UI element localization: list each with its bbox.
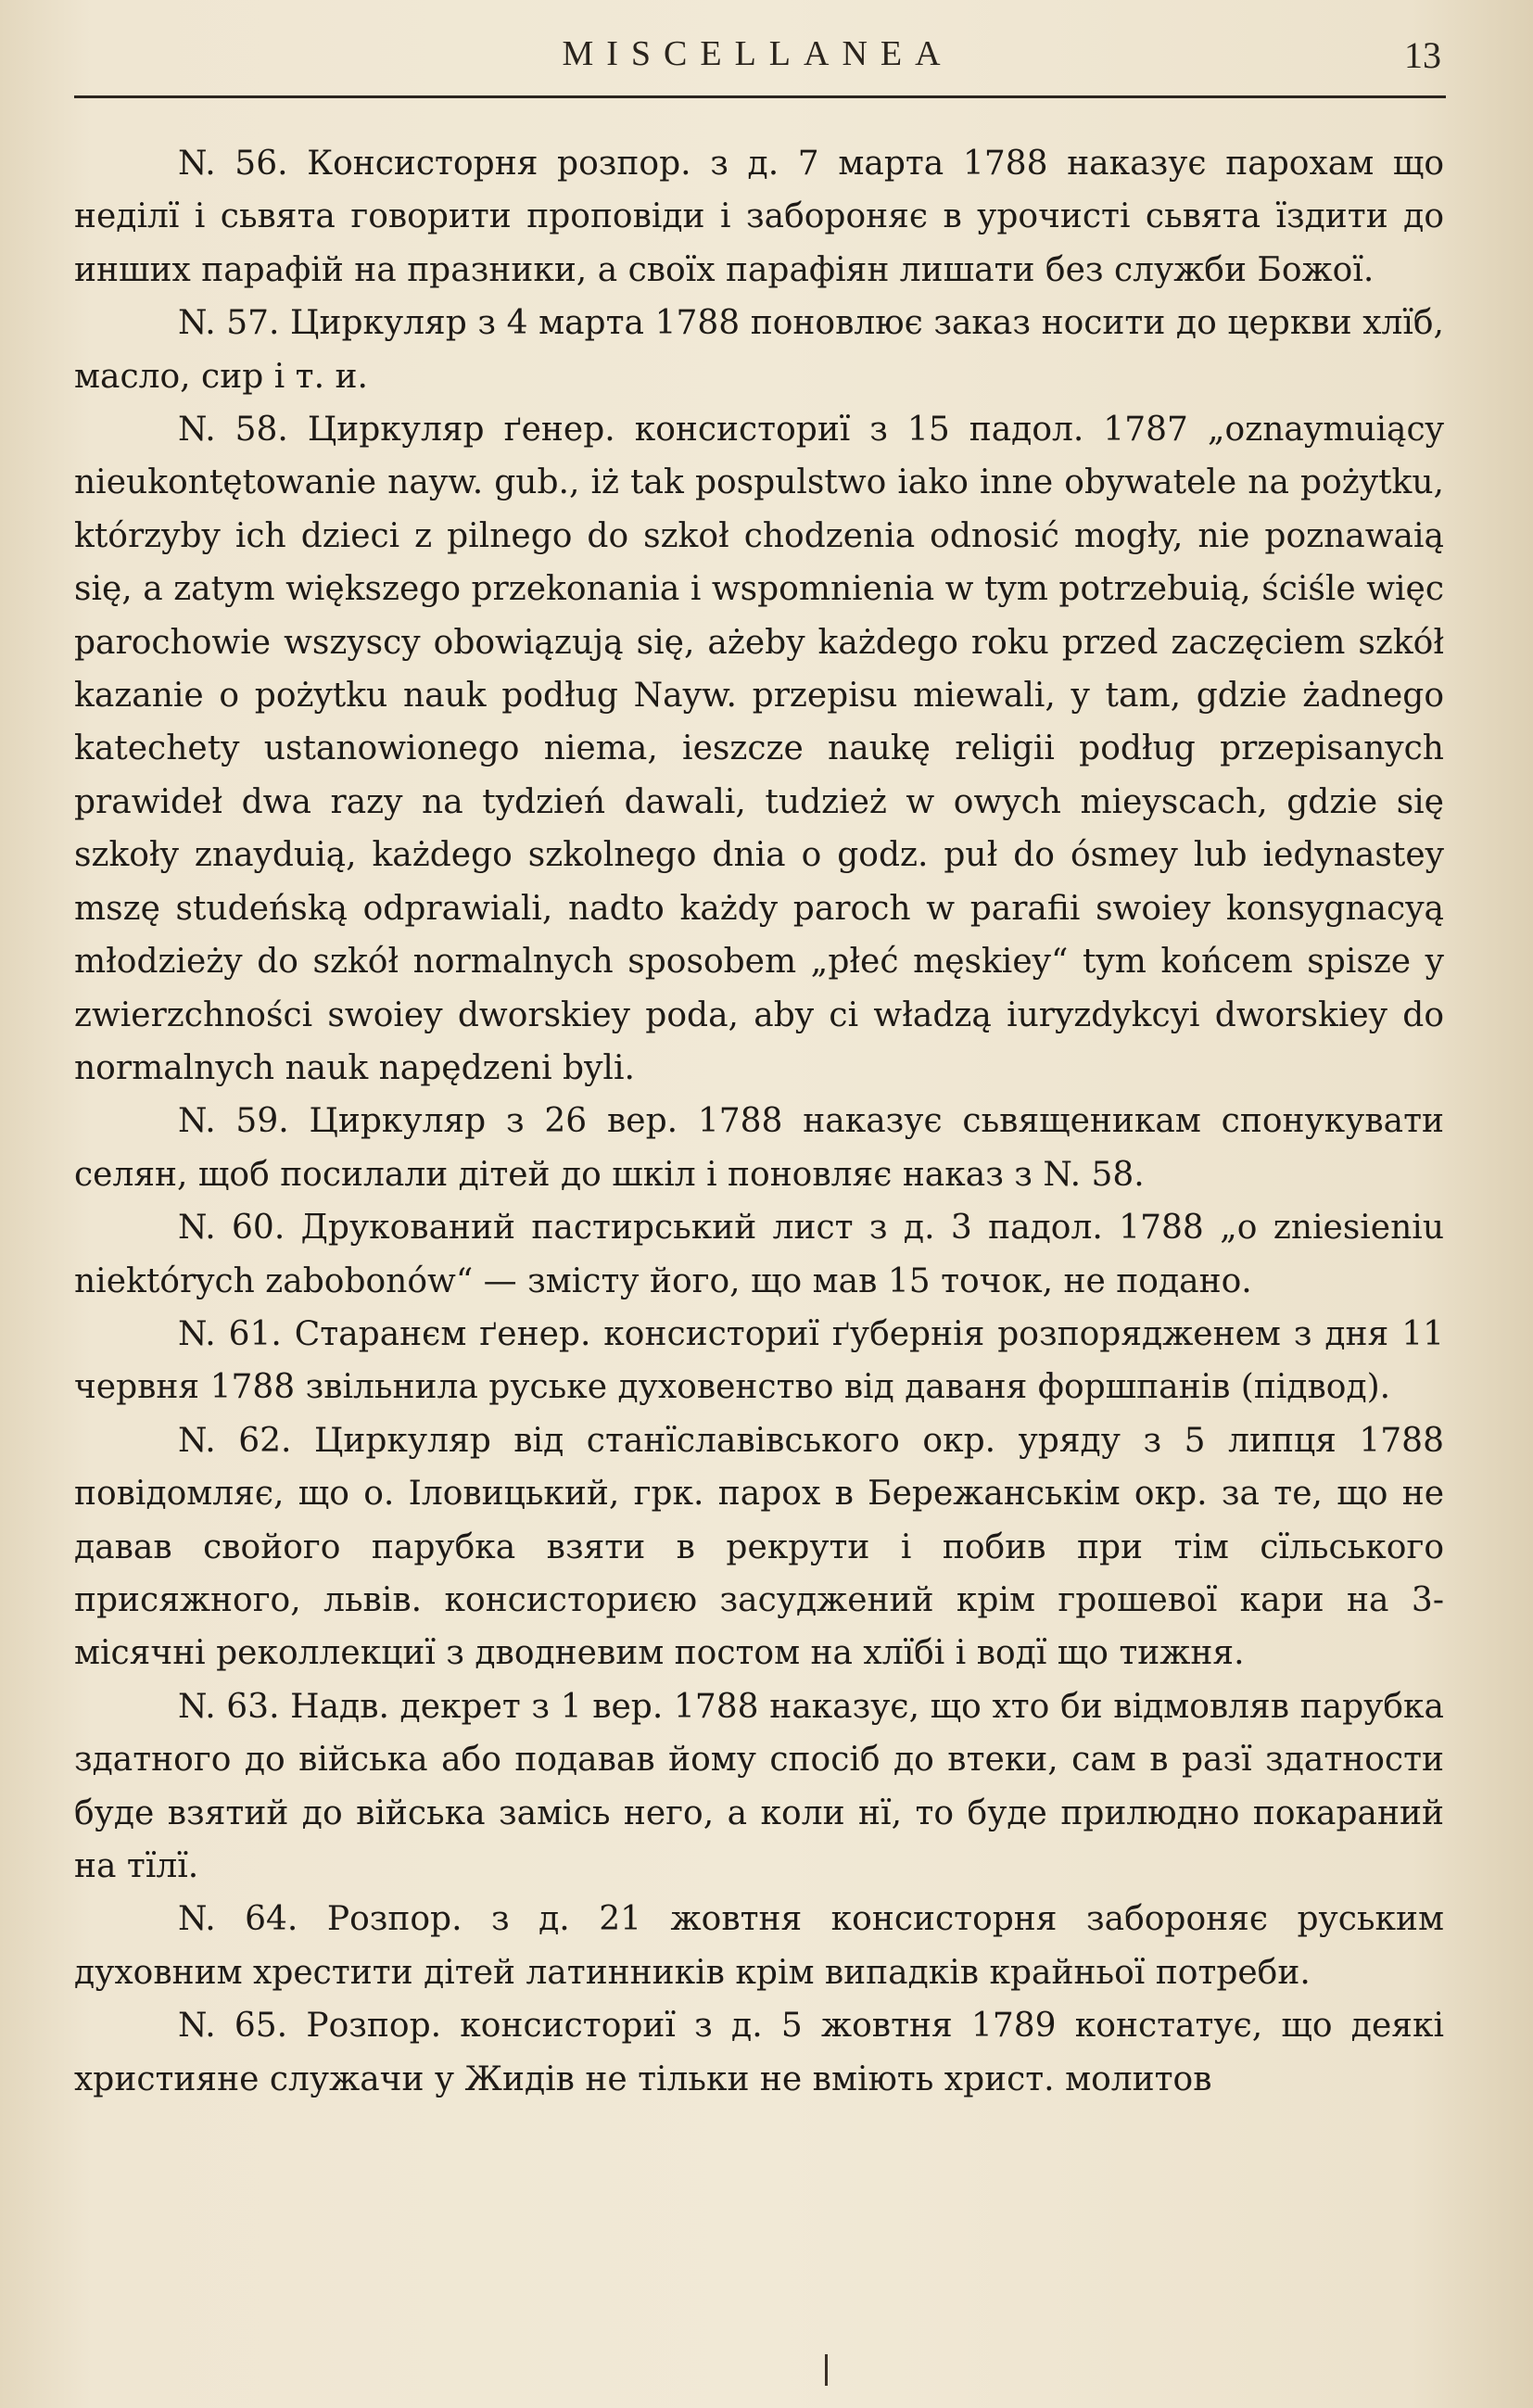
- paragraph-n56: N. 56. Консисторня розпор. з д. 7 марта 1788 наказує парохам що неділї і сьвята говорити проповіди і забороняє в урочисті сьвята їздити до инших парафій на празники, а своїх парафіян лишати без служби Божої.: [74, 145, 1444, 289]
- paragraph-n60: N. 60. Друкований пастирський лист з д. 3 падол. 1788 „o zniesieniu niektórych zabobonów“ — змісту його, що мав 15 точок, не подано.: [74, 1209, 1444, 1300]
- header-rule: [74, 95, 1446, 98]
- paragraph-n64: N. 64. Розпор. з д. 21 жовтня консисторня забороняє руським духовним хрестити дітей латинників крім випадків крайньої потреби.: [74, 1900, 1444, 1992]
- running-title: MISCELLANEA: [562, 34, 954, 73]
- bottom-printer-mark: [825, 2354, 828, 2386]
- paragraph-n63: N. 63. Надв. декрет з 1 вер. 1788 наказує, що хто би відмовляв парубка здатного до війська або подавав йому спосіб до втеки, сам в разї здатности буде взятий до війська замісь него, а коли нї, то буде прилюдно покараний на тїлї.: [74, 1687, 1444, 1885]
- page-number: 13: [1404, 34, 1441, 76]
- paragraph-n58: N. 58. Циркуляр ґенер. консисториї з 15 падол. 1787 „oznaymuiący nieukontętowanie nayw. gub., iż tak pospulstwo iako inne obywatele na pożytku, którzyby ich dzieci z pilnego do szkoł chodzenia odnosić mogły, nie poznawaią się, a zatym większego przekonania i wspomnienia w tym potrzebuią, ściśle więc parochowie wszyscy obowiązują się, ażeby każdego roku przed zaczęciem szkół kazanie o pożytku nauk podług Nayw. przepisu miewali, y tam, gdzie żadnego katechety ustanowionego niema, ieszcze naukę religii podług przepisanych prawideł dwa razy na tydzień dawali, tudzież w owych mieyscach, gdzie się szkoły znayduią, każdego szkolnego dnia o godz. puł do ósmey lub iedynastey mszę studeńską odprawiali, nadto każdy paroch w parafii swoiey konsygnacyą młodzieży do szkół normalnych sposobem „płeć męskiey“ tym końcem spisze y zwierzchności swoiey dworskiey poda, aby ci władzą iuryzdykcyi dworskiey do normalnych nauk napędzeni byli.: [74, 411, 1444, 1087]
- body-text: [74, 137, 1444, 2106]
- page-header: [74, 33, 1441, 74]
- paragraph-n61: N. 61. Старанєм ґенер. консисториї ґубернія розпорядженем з дня 11 червня 1788 звільнила руське духовенство від даваня форшпанів (підвод).: [74, 1314, 1444, 1407]
- paragraph-n62: N. 62. Циркуляр від станїславівського окр. уряду з 5 липця 1788 повідомляє, що о. Іловицький, грк. парох в Бережанськім окр. за те, що не давав свойого парубка взяти в рекрути і побив при тім сїльського присяжного, львів. консисториєю засуджений крім грошевої кари на 3-місячні реколлекциї з дводневим постом на хлїбі і водї що тижня.: [74, 1421, 1444, 1673]
- paragraph-n59: N. 59. Циркуляр з 26 вер. 1788 наказує сьвященикам спонукувати селян, щоб посилали дітей до шкіл і поновляє наказ з N. 58.: [74, 1102, 1444, 1194]
- paragraph-n65: N. 65. Розпор. консисториї з д. 5 жовтня 1789 констатує, що деякі християне служачи у Жидів не тільки не вміють христ. молитов: [74, 2007, 1444, 2098]
- paragraph-n57: N. 57. Циркуляр з 4 марта 1788 поновлює заказ носити до церкви хлїб, масло, сир і т. и.: [74, 304, 1444, 396]
